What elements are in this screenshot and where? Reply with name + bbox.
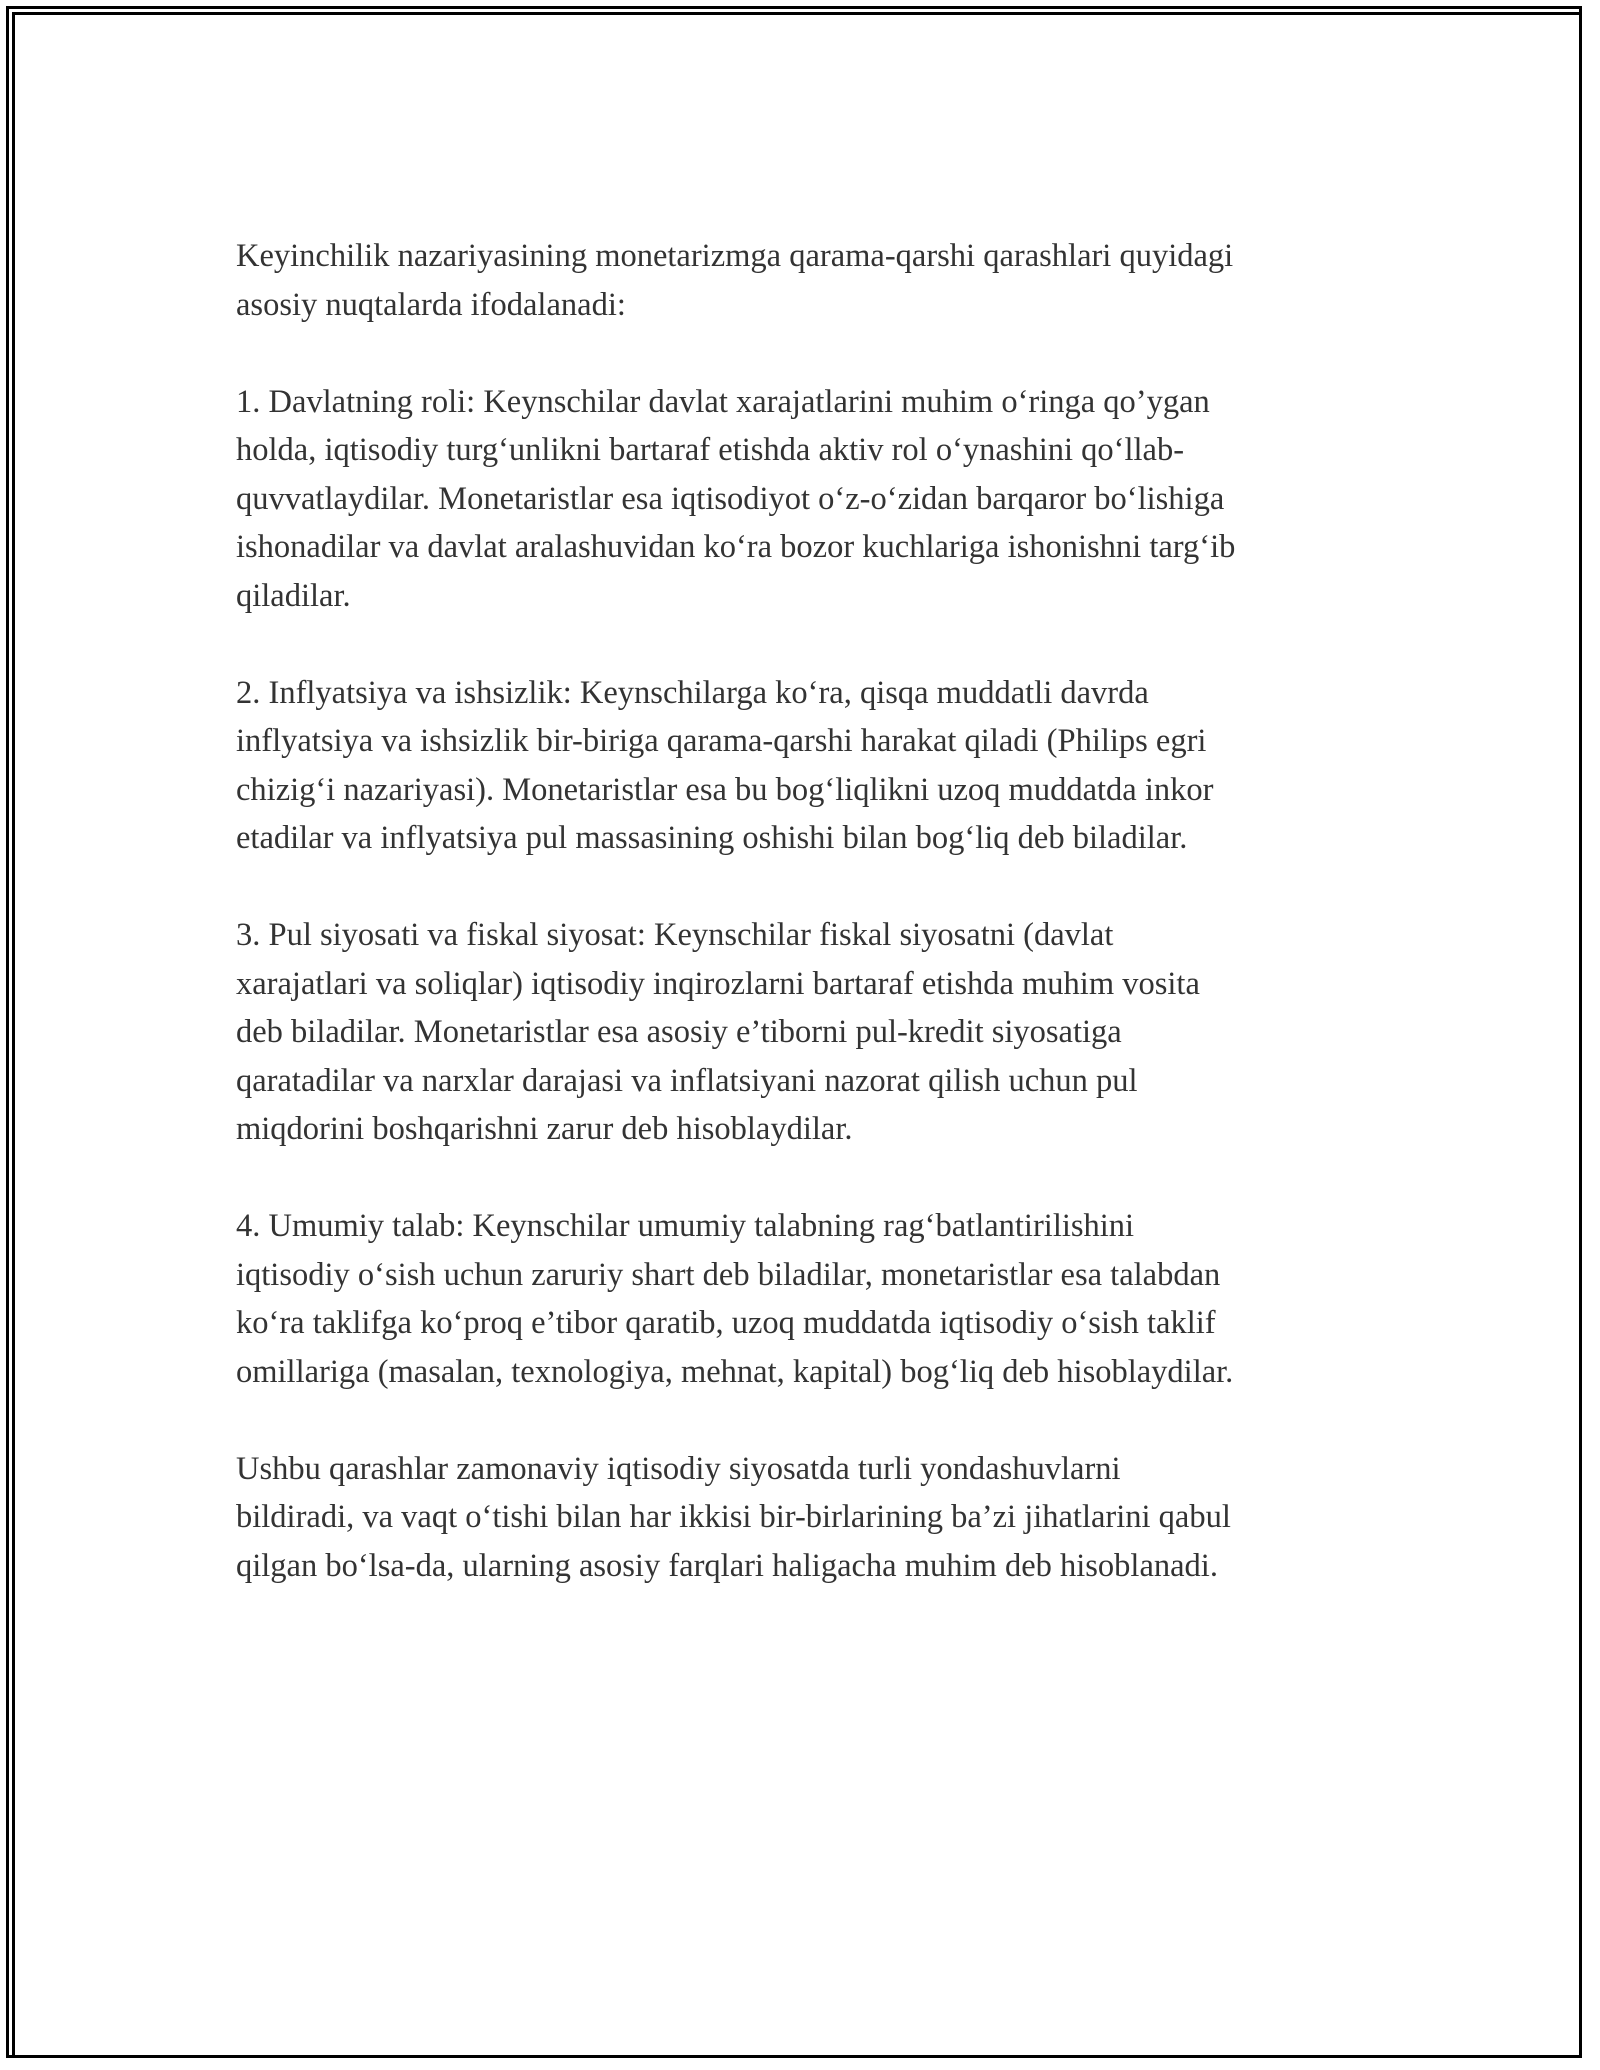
point-4-aggregate-demand: 4. Umumiy talab: Keynschilar umumiy talabning rag‘batlantirilishini iqtisodiy o‘sish uchun zaruriy shart deb biladilar, monetaristlar esa talabdan ko‘ra taklifga ko‘proq e’tibor qaratib, uzoq muddatda iqtisodiy o‘sish taklif omillariga (masalan, texnologiya, mehnat, kapital) bog‘liq deb hisoblaydilar. xyxy=(236,1208,1234,1390)
point-2-inflation-unemployment: 2. Inflyatsiya va ishsizlik: Keynschilarga ko‘ra, qisqa muddatli davrda inflyatsiya va ishsizlik bir-biriga qarama-qarshi harakat qiladi (Philips egri chizig‘i nazariyasi). Monetaristlar esa bu bog‘liqlikni uzoq muddatda inkor etadilar va inflyatsiya pul massasining oshishi bilan bog‘liq deb biladilar. xyxy=(236,674,1214,856)
intro-paragraph: Keyinchilik nazariyasining monetarizmga qarama-qarshi qarashlari quyidagi asosiy nuqtalarda ifodalanadi: xyxy=(236,238,1234,323)
point-3-monetary-fiscal-policy: 3. Pul siyosati va fiskal siyosat: Keynschilar fiskal siyosatni (davlat xarajatlari va soliqlar) iqtisodiy inqirozlarni bartaraf etishda muhim vosita deb biladilar. Monetaristlar esa asosiy e’tiborni pul-kredit siyosatiga qaratadilar va narxlar darajasi va inflatsiyani nazorat qilish uchun pul miqdorini boshqarishni zarur deb hisoblaydilar. xyxy=(236,917,1200,1147)
conclusion-paragraph: Ushbu qarashlar zamonaviy iqtisodiy siyosatda turli yondashuvlarni bildiradi, va vaqt o‘tishi bilan har ikkisi bir-birlarining ba’zi jihatlarini qabul qilgan bo‘lsa-da, ularning asosiy farqlari haligacha muhim deb hisoblanadi. xyxy=(236,1450,1231,1584)
document-body xyxy=(236,232,1376,1590)
point-1-state-role: 1. Davlatning roli: Keynschilar davlat xarajatlarini muhim o‘ringa qo’ygan holda, iqtisodiy turg‘unlikni bartaraf etishda aktiv rol o‘ynashini qo‘llab- quvvatlaydilar. Monetaristlar esa iqtisodiyot o‘z-o‘zidan barqaror bo‘lishiga ishonadilar va davlat aralashuvidan ko‘ra bozor kuchlariga ishonishni targ‘ib qiladilar. xyxy=(236,383,1236,614)
